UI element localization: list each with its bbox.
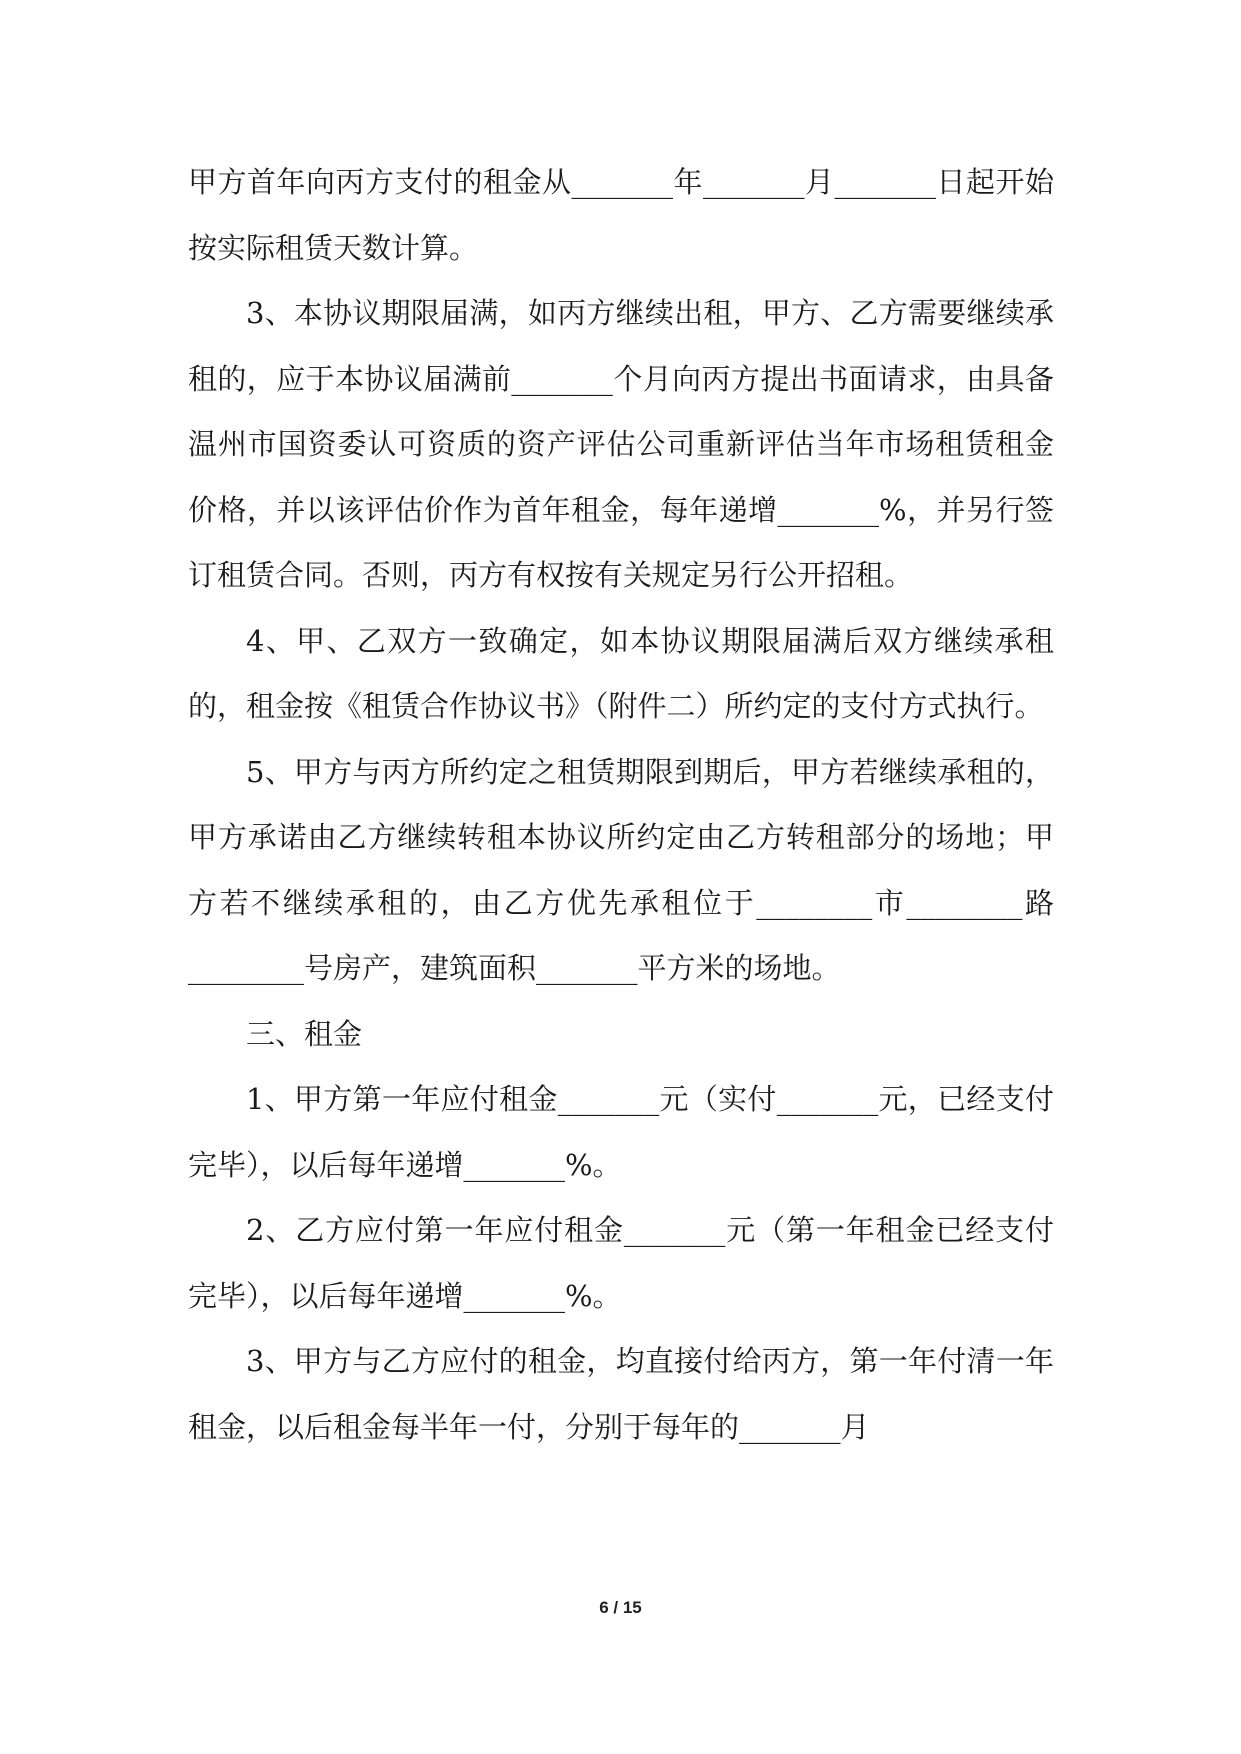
paragraph-renewal-terms: 3、本协议期限届满，如丙方继续出租，甲方、乙方需要继续承租的，应于本协议届满前_______个月向丙方提出书面请求，由具备温州市国资委认可资质的资产评估公司重新评估当年市场租赁租金价格，并以该评估价作为首年租金，每年递增_______%，并另行签订租赁合同。否则，丙方有权按有关规定另行公开招租。	[188, 296, 1054, 592]
paragraph-rent-start-date: 甲方首年向丙方支付的租金从_______年_______月_______日起开始按实际租赁天数计算。	[188, 165, 1054, 265]
paragraph-renewal-payment: 4、甲、乙双方一致确定，如本协议期限届满后双方继续承租的，租金按《租赁合作协议书》（附件二）所约定的支付方式执行。	[188, 623, 1054, 723]
paragraph-party-b-rent: 2、乙方应付第一年应付租金_______元（第一年租金已经支付完毕），以后每年递增_______%。	[188, 1213, 1054, 1313]
paragraph-rent-payment-schedule: 3、甲方与乙方应付的租金，均直接付给丙方，第一年付清一年租金，以后租金每半年一付，分别于每年的_______月	[188, 1344, 1054, 1444]
document-body	[188, 150, 1054, 1460]
page-number: 6 / 15	[599, 1598, 642, 1617]
paragraph-party-a-rent: 1、甲方第一年应付租金_______元（实付_______元，已经支付完毕），以后每年递增_______%。	[188, 1082, 1054, 1182]
section-heading-rent: 三、租金	[246, 1016, 363, 1051]
paragraph-sublease-priority: 5、甲方与丙方所约定之租赁期限到期后，甲方若继续承租的，甲方承诺由乙方继续转租本协议所约定由乙方转租部分的场地；甲方若不继续承租的，由乙方优先承租位于________市________路________号房产，建筑面积_______平方米的场地。	[188, 754, 1054, 985]
